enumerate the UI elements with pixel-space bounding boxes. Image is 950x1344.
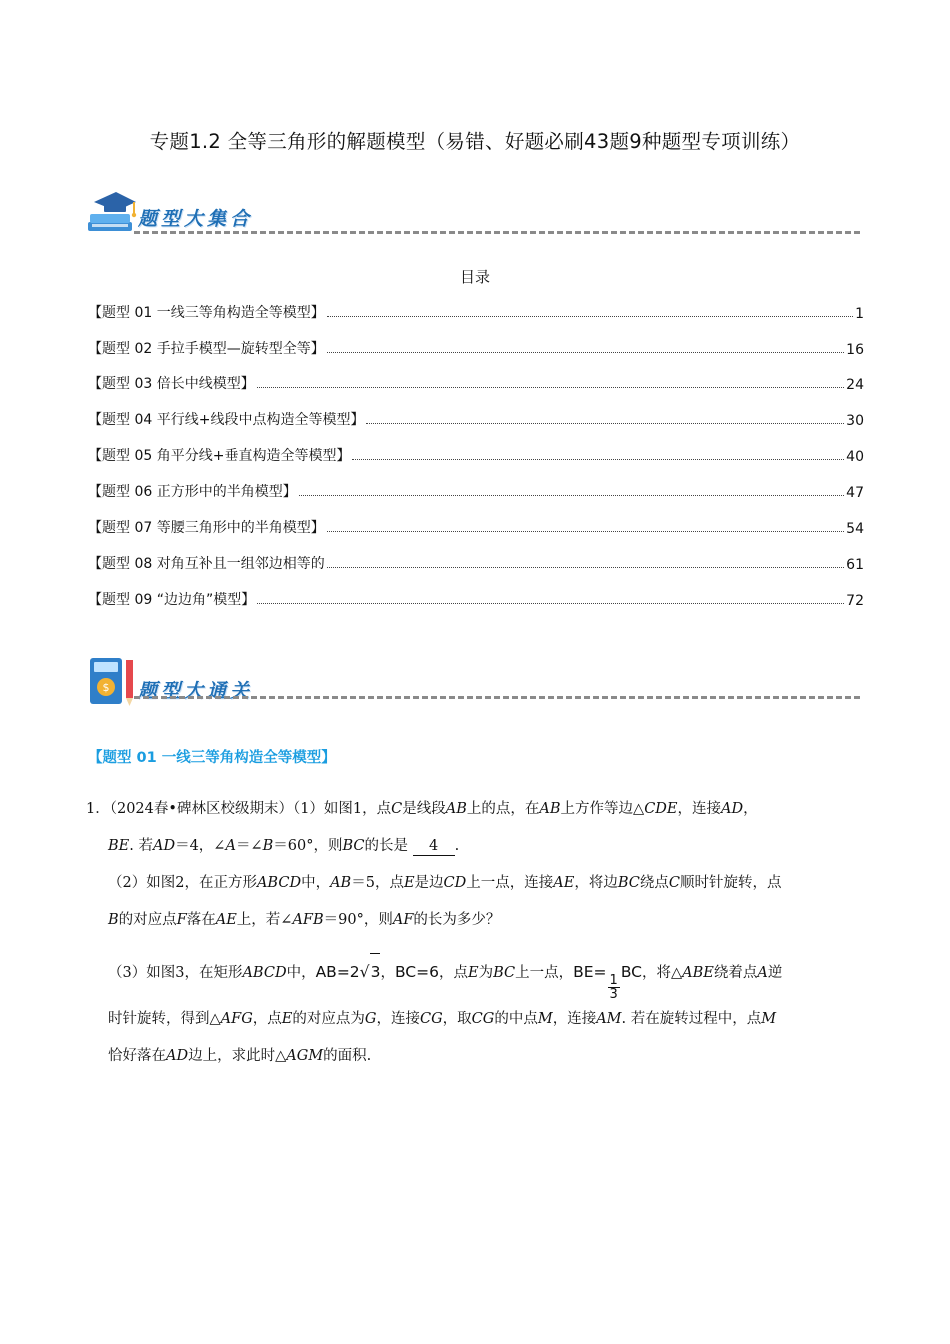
toc-item-label: 【题型 08 对角互补且一组邻边相等的 <box>88 556 325 572</box>
banner-question-types-text: 题型大集合 <box>138 208 254 230</box>
banner-practice-text: 题型大通关 <box>138 680 254 702</box>
toc-heading: 目录 <box>459 268 490 286</box>
toc-item-label: 【题型 05 角平分线+垂直构造全等模型】 <box>88 448 351 464</box>
graduation-cap-book-icon <box>86 186 138 238</box>
toc-leader <box>327 316 853 317</box>
toc-leader <box>257 603 844 604</box>
formula-ab: AB=2√3 <box>316 963 381 981</box>
formula-be: BE= $\frac{1}{3}$ BC <box>573 963 642 1003</box>
toc-item-label: 【题型 02 手拉手模型—旋转型全等】 <box>88 341 325 357</box>
toc-leader <box>327 531 844 532</box>
toc-leader <box>257 387 844 388</box>
toc-item-page: 47 <box>846 485 864 501</box>
question-line: 时针旋转，得到△AFG，点E的对应点为G，连接CG，取CG的中点M，连接AM. 若在旋转过程中，点M <box>108 1011 777 1028</box>
toc-item-label: 【题型 09 “边边角”模型】 <box>88 592 256 608</box>
toc-item-label: 【题型 07 等腰三角形中的半角模型】 <box>88 520 325 536</box>
toc-item-page: 30 <box>846 413 864 429</box>
toc-item-label: 【题型 03 倍长中线模型】 <box>88 376 255 392</box>
toc-item[interactable] <box>88 371 864 393</box>
toc-item-page: 72 <box>846 593 864 609</box>
toc-item-page: 24 <box>846 377 864 393</box>
toc-leader <box>327 352 844 353</box>
toc-item-label: 【题型 06 正方形中的半角模型】 <box>88 484 297 500</box>
question-line: BE. 若AD＝4，∠A＝∠B＝60°，则BC的长是 4 . <box>108 838 460 854</box>
banner-question-types <box>86 186 860 242</box>
formula-bc: BC=6 <box>394 963 439 981</box>
question-number: 1． <box>86 801 110 817</box>
section-heading: 【题型 01 一线三等角构造全等模型】 <box>88 750 336 766</box>
question-line: （2）如图2，在正方形ABCD中，AB＝5，点E是边CD上一点，连接AE，将边BC绕点C顺时针旋转，点 <box>108 875 782 891</box>
toc-leader <box>327 567 844 568</box>
toc-item[interactable] <box>88 407 864 429</box>
toc-item[interactable] <box>88 479 864 501</box>
toc-item[interactable] <box>88 587 864 609</box>
question-line: （3）如图3，在矩形ABCD中，AB=2√3，BC=6，点E为BC上一点，BE= $\frac{1}{3}$ BC，将△ABE绕着点A逆 <box>86 953 872 1001</box>
page-title: 专题1.2 全等三角形的解题模型（易错、好题必刷43题9种题型专项训练） <box>149 130 801 153</box>
question-line: 1．（2024春•碑林区校级期末）（1）如图1，点C是线段AB上的点，在AB上方作等边△CDE，连接AD， <box>86 801 758 817</box>
toc-leader <box>352 459 844 460</box>
banner-practice <box>86 656 860 712</box>
banner-divider <box>134 696 860 699</box>
banner-divider <box>134 231 860 234</box>
toc-item-label: 【题型 01 一线三等角构造全等模型】 <box>88 305 325 321</box>
question-line: 恰好落在AD边上，求此时△AGM的面积. <box>108 1048 372 1065</box>
answer-blank[interactable]: 4 <box>413 837 455 856</box>
toc-leader <box>299 495 844 496</box>
toc-item-page: 54 <box>846 521 864 537</box>
calculator-pencil-icon <box>86 656 138 708</box>
question-source: （2024春•碑林区校级期末） <box>109 801 293 817</box>
toc-item[interactable] <box>88 443 864 465</box>
toc-leader <box>366 423 844 424</box>
toc-item[interactable] <box>88 300 864 322</box>
toc-item-page: 40 <box>846 449 864 465</box>
fraction: $\frac{1}{3}$ <box>609 973 618 1003</box>
toc-item-page: 61 <box>846 557 864 573</box>
toc-item[interactable] <box>88 551 864 573</box>
toc-item[interactable] <box>88 336 864 358</box>
svg-text:$: $ <box>102 681 110 694</box>
toc-item-page: 16 <box>846 342 864 358</box>
toc-item[interactable] <box>88 515 864 537</box>
question-1 <box>86 791 872 1075</box>
question-line: B的对应点F落在AE上，若∠AFB＝90°，则AF的长为多少？ <box>108 912 501 928</box>
toc-item-page: 1 <box>855 306 864 322</box>
toc-item-label: 【题型 04 平行线+线段中点构造全等模型】 <box>88 412 365 428</box>
